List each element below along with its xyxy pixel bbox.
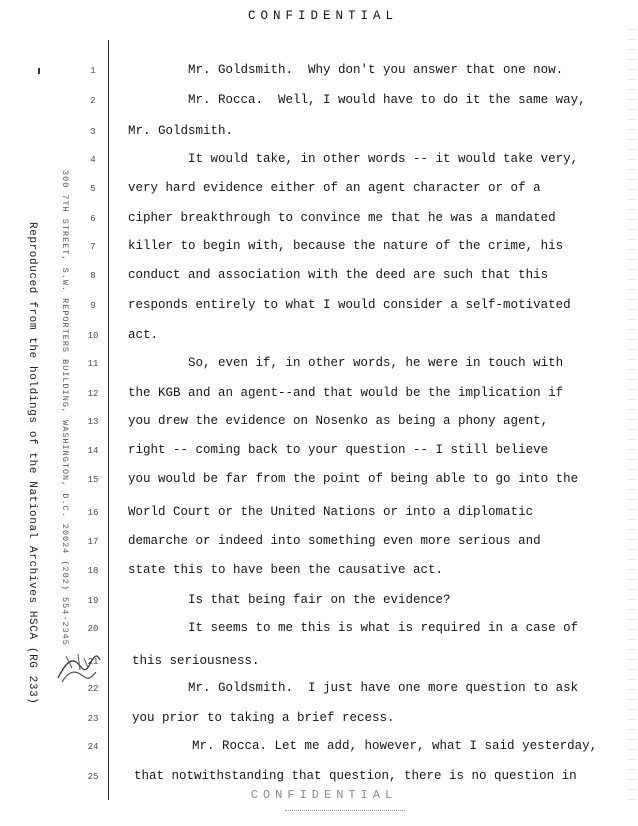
transcript-line: World Court or the United Nations or into a diplomatic (128, 505, 534, 519)
reporter-address: 300 7TH STREET, S.W. REPORTERS BUILDING, WASHINGTON, D.C. 20024 (202) 554-2345 (60, 170, 70, 646)
line-number: 1 (90, 66, 96, 76)
line-number: 23 (87, 714, 99, 724)
line-number: 8 (90, 271, 96, 281)
line-number: 24 (87, 742, 99, 752)
line-number: 18 (87, 566, 99, 576)
line-number: 5 (90, 184, 96, 194)
transcript-line: responds entirely to what I would consider a self-motivated (128, 298, 571, 312)
scan-edge-noise (628, 20, 636, 800)
line-number: 13 (87, 417, 99, 427)
transcript-line: So, even if, in other words, he were in touch with (128, 356, 564, 370)
transcript-line: state this to have been the causative act. (128, 563, 444, 577)
transcript-line: Mr. Rocca. Well, I would have to do it the same way, (128, 93, 586, 107)
line-number: 11 (87, 359, 99, 369)
transcript-line: that notwithstanding that question, there is no question in (134, 769, 577, 783)
footer-smudge (285, 806, 405, 811)
transcript-line: right -- coming back to your question -- I still believe (128, 443, 549, 457)
transcript-line: conduct and association with the deed are such that this (128, 268, 549, 282)
line-number: 7 (90, 242, 96, 252)
transcript-line: Is that being fair on the evidence? (128, 593, 451, 607)
line-number: 25 (87, 772, 99, 782)
margin-rule (108, 40, 109, 800)
transcript-line: cipher breakthrough to convince me that he was a mandated (128, 211, 556, 225)
transcript-line: you prior to taking a brief recess. (132, 711, 395, 725)
edge-mark (38, 68, 40, 74)
transcript-line: demarche or indeed into something even more serious and (128, 534, 541, 548)
line-number: 6 (90, 214, 96, 224)
transcript-line: act. (128, 328, 159, 342)
line-number: 14 (87, 446, 99, 456)
transcript-line: very hard evidence either of an agent character or of a (128, 181, 541, 195)
transcript-line: Mr. Goldsmith. Why don't you answer that one now. (128, 63, 564, 77)
line-number: 12 (87, 389, 99, 399)
line-number: 21 (87, 657, 99, 667)
line-number: 4 (90, 155, 96, 165)
handwritten-mark-icon (54, 648, 102, 688)
line-number: 16 (87, 508, 99, 518)
transcript-line: Mr. Goldsmith. (128, 124, 234, 138)
transcript-line: It seems to me this is what is required in a case of (128, 621, 579, 635)
transcript-line: the KGB and an agent--and that would be the implication if (128, 386, 564, 400)
line-number: 2 (90, 96, 96, 106)
transcript-line: Mr. Rocca. Let me add, however, what I said yesterday, (132, 739, 598, 753)
line-number: 20 (87, 624, 99, 634)
transcript-line: you would be far from the point of being able to go into the (128, 472, 579, 486)
line-number: 10 (87, 331, 99, 341)
page-footer: CONFIDENTIAL (250, 788, 398, 802)
transcript-line: you drew the evidence on Nosenko as being a phony agent, (128, 414, 549, 428)
archive-notice: Reproduced from the holdings of the National Archives HSCA (RG 233) (26, 222, 38, 705)
line-number: 17 (87, 537, 99, 547)
line-number: 19 (87, 596, 99, 606)
line-number: 3 (90, 127, 96, 137)
line-number: 15 (87, 475, 99, 485)
transcript-line: killer to begin with, because the nature of the crime, his (128, 239, 564, 253)
line-number: 9 (90, 301, 96, 311)
transcript-line: this seriousness. (132, 654, 260, 668)
transcript-line: It would take, in other words -- it would take very, (128, 152, 579, 166)
line-number: 22 (87, 684, 99, 694)
page-header: CONFIDENTIAL (247, 9, 398, 23)
transcript-line: Mr. Goldsmith. I just have one more question to ask (128, 681, 579, 695)
